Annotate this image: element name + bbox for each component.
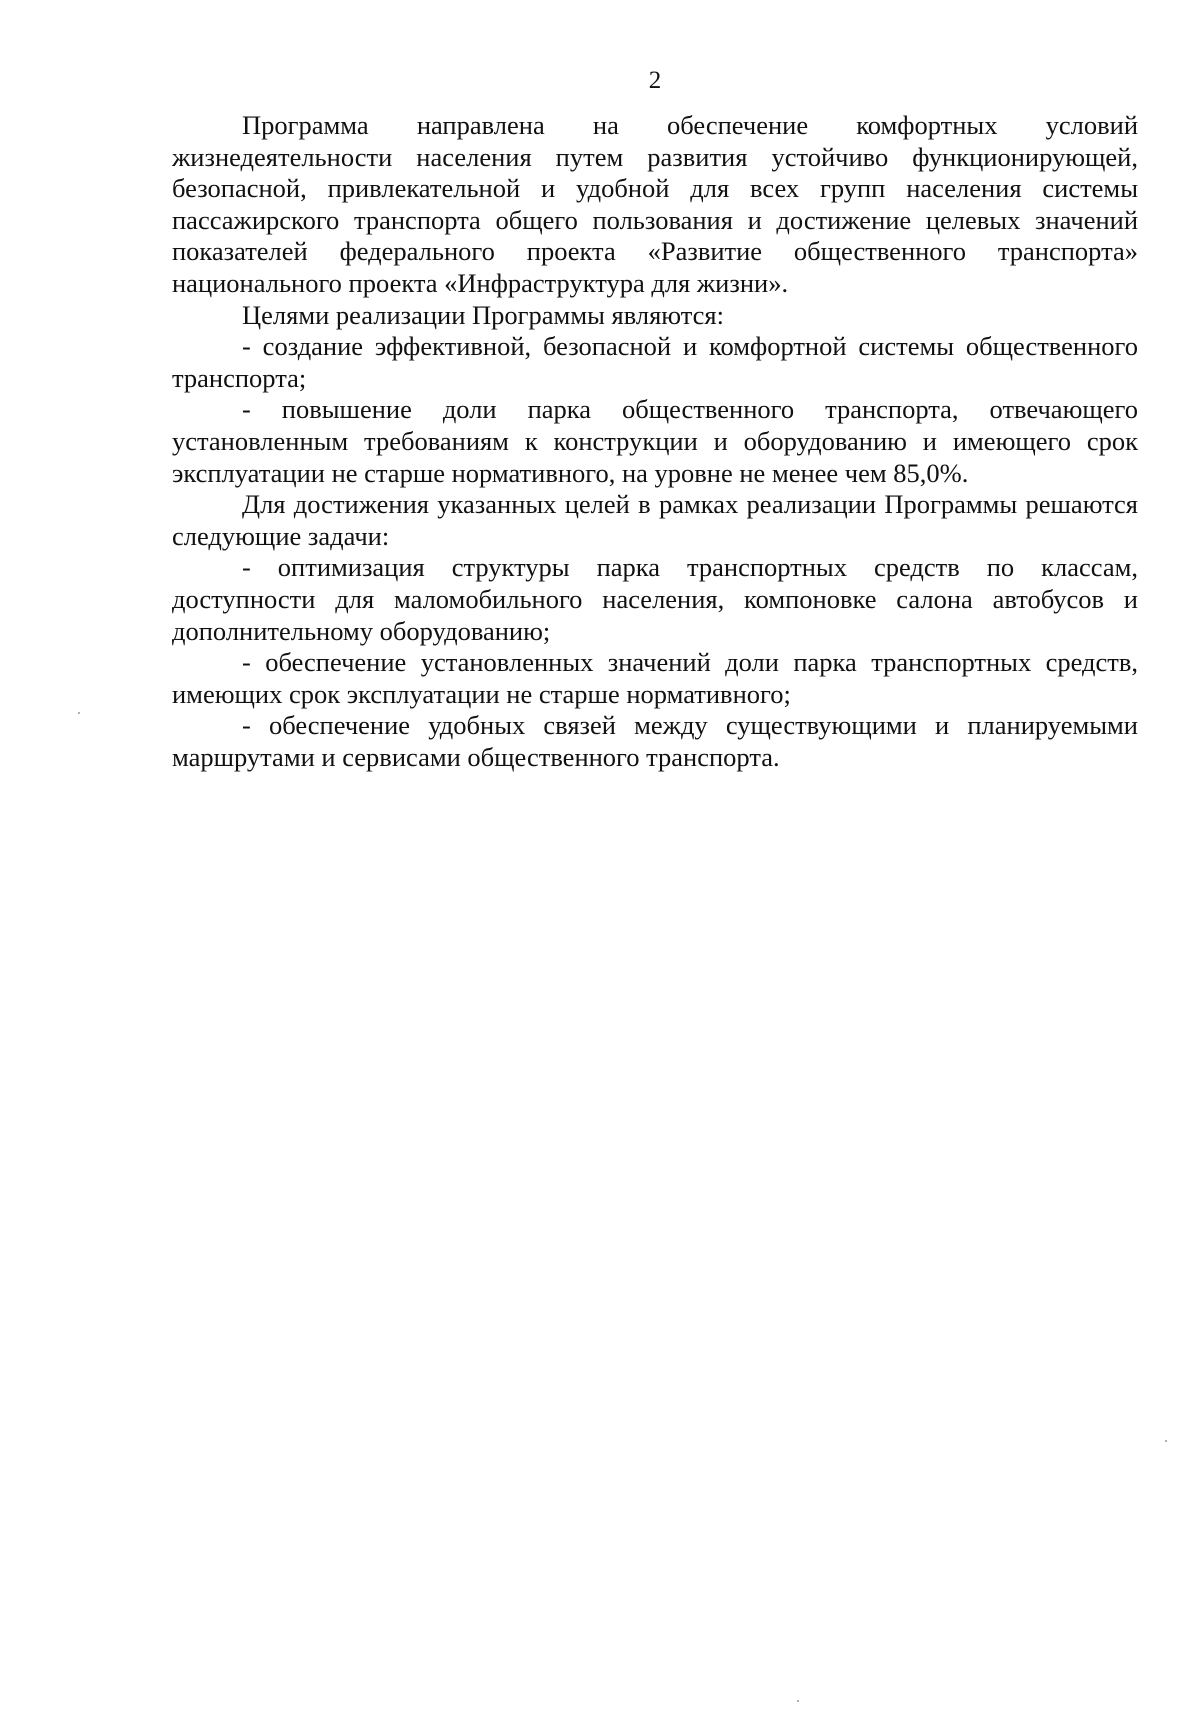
list-item-task-3: - обеспечение удобных связей между существующими и планируемыми маршрутами и сервисами общественного транспорта. bbox=[172, 710, 1138, 772]
paragraph-program-purpose: Программа направлена на обеспечение комфортных условий жизнедеятельности населения путем развития устойчиво функционирующей, безопасной, привлекательной и удобной для всех групп населения системы пассажирского транспорта общего пользования и достижение целевых значений показателей федерального проекта «Развитие общественного транспорта» национального проекта «Инфраструктура для жизни». bbox=[172, 110, 1138, 298]
list-item-goal-2: - повышение доли парка общественного транспорта, отвечающего установленным требованиям к конструкции и оборудованию и имеющего срок эксплуатации не старше нормативного, на уровне не менее чем 85,0%. bbox=[172, 394, 1138, 488]
paragraph-tasks-intro: Для достижения указанных целей в рамках реализации Программы решаются следующие задачи: bbox=[172, 489, 1138, 551]
scan-speck bbox=[797, 1700, 799, 1702]
document-body bbox=[172, 110, 1138, 773]
page-number: 2 bbox=[648, 67, 662, 94]
list-item-task-2: - обеспечение установленных значений доли парка транспортных средств, имеющих срок эксплуатации не старше нормативного; bbox=[172, 647, 1138, 709]
scan-speck bbox=[1165, 1440, 1167, 1442]
list-item-goal-1: - создание эффективной, безопасной и комфортной системы общественного транспорта; bbox=[172, 331, 1138, 393]
list-item-task-1: - оптимизация структуры парка транспортных средств по классам, доступности для маломобильного населения, компоновке салона автобусов и дополнительному оборудованию; bbox=[172, 552, 1138, 646]
paragraph-goals-intro: Целями реализации Программы являются: bbox=[242, 299, 724, 330]
scan-speck bbox=[78, 712, 80, 714]
